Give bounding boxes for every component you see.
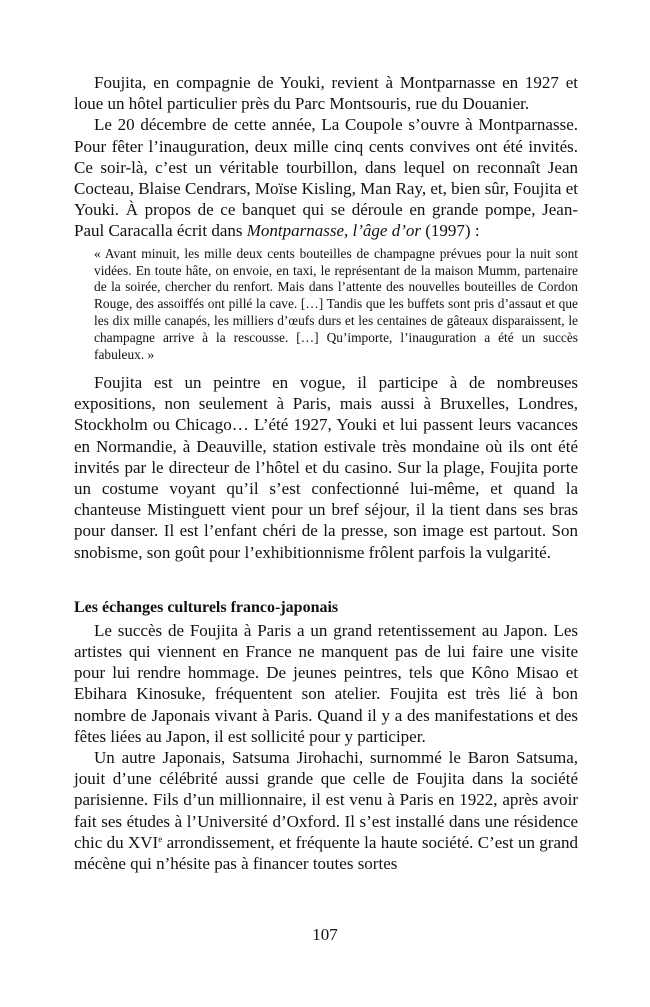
paragraph-baron-satsuma-end: arrondissement, et fréquente la haute société. C’est un grand mécène qui n’hésite pas à financer toutes sortes — [74, 832, 578, 874]
paragraph-la-coupole-text: Le 20 décembre de cette année, La Coupole s’ouvre à Montparnasse. Pour fêter l’inauguration, deux mille cinq cents convives ont été invités. Ce soir-là, c’est un véritable tourbillon, dans lequel on reconnaît Jean Cocteau, Blaise Cendrars, Moïse Kisling, Man Ray, et, bien sûr, Foujita et Youki. À propos de ce banquet qui se déroule en grande pompe, Jean-Paul Caracalla écrit dans — [74, 115, 578, 241]
paragraph-baron-satsuma — [74, 747, 578, 874]
block-quote — [74, 246, 578, 364]
paragraph-japan-success: Le succès de Foujita à Paris a un grand retentissement au Japon. Les artistes qui viennent en France ne manquent pas de lui faire une visite pour lui rendre hommage. De jeunes peintres, tels que Kôno Misao et Ebihara Kinosuke, fréquentent son atelier. Foujita est très lié à bon nombre de Japonais vivant à Paris. Quand il y a des manifestations et des fêtes liées au Japon, il est sollicité pour y participer. — [74, 620, 578, 746]
paragraph-la-coupole — [74, 114, 578, 241]
page-body — [74, 72, 578, 874]
book-title: Montparnasse, l’âge d’or — [246, 221, 421, 241]
section-heading: Les échanges culturels franco-japonais — [74, 598, 339, 616]
paragraph-la-coupole-end: (1997) : — [421, 221, 480, 241]
paragraph-foujita-vogue: Foujita est un peintre en vogue, il participe à de nombreuses expositions, non seulement à Paris, mais aussi à Bruxelles, Londres, Stockholm ou Chicago… L’été 1927, Youki et lui passent leurs vacances en Normandie, à Deauville, station estivale très mondaine où ils ont été invités par le directeur de l’hôtel et du casino. Sur la plage, Foujita porte un costume voyant qu’il s’est confectionné lui-même, et quand la chanteuse Mistinguett vient pour un bref séjour, il la tient dans ses bras pour danser. Il est l’enfant chéri de la presse, son image est partout. Son snobisme, son goût pour l’exhibitionnisme frôlent parfois la vulgarité. — [74, 372, 578, 562]
paragraph-baron-satsuma-text: Un autre Japonais, Satsuma Jirohachi, surnommé le Baron Satsuma, jouit d’une célébrité aussi grande que celle de Foujita dans la société parisienne. Fils d’un millionnaire, il est venu à Paris en 1922, après avoir fait ses études à l’Université d’Oxford. Il s’est installé dans une résidence chic du XVI — [74, 748, 578, 852]
paragraph-foujita-return: Foujita, en compagnie de Youki, revient à Montparnasse en 1927 et loue un hôtel particulier près du Parc Montsouris, rue du Douanier. — [74, 73, 578, 114]
superscript-e: e — [158, 833, 163, 844]
page-number: 107 — [312, 925, 338, 944]
quote-text: « Avant minuit, les mille deux cents bouteilles de champagne prévues pour la nuit sont vidées. En toute hâte, on envoie, en taxi, le représentant de la maison Mumm, partenaire de la soirée, chercher du renfort. Mais dans l’attente des nouvelles bouteilles de Cordon Rouge, des assoiffés ont pillé la cave. […] Tandis que les buffets sont pris d’assaut et que les dix mille canapés, les milliers d’œufs durs et les centaines de gâteaux disparaissent, le champagne arrive à la rescousse. […] Qu’importe, l’inauguration a été un succès fabuleux. » — [94, 245, 578, 363]
